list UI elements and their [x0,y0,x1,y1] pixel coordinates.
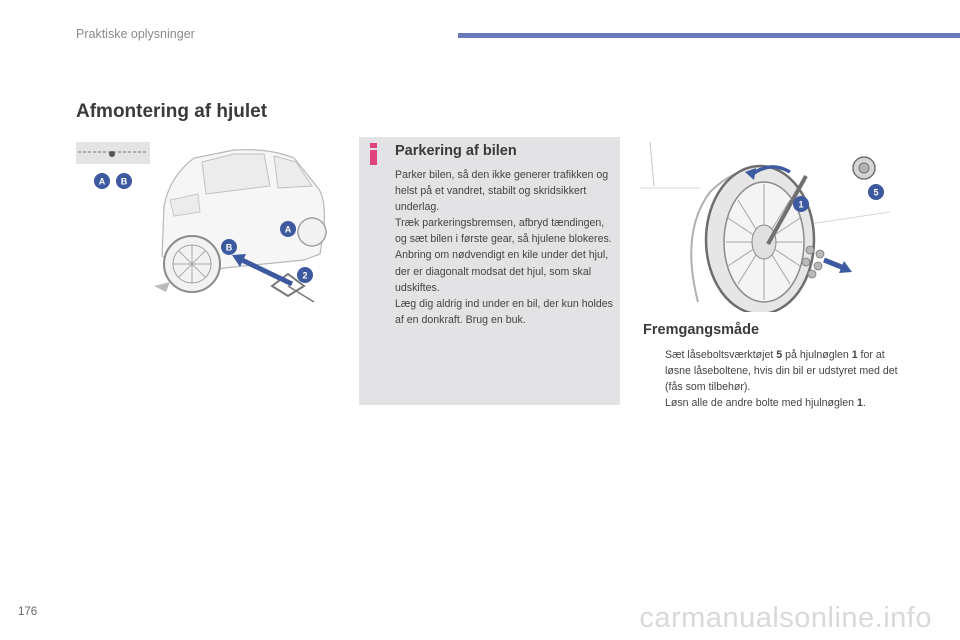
page-title: Afmontering af hjulet [76,101,268,122]
procedure-list [643,347,905,411]
watermark: carmanualsonline.info [639,602,932,634]
header-accent-bar [458,33,960,38]
label-a-inset: A [98,176,106,187]
info-icon [367,143,381,165]
label-a: A [284,224,292,235]
page-number: 176 [18,606,38,618]
label-5: 5 [873,187,879,198]
info-paragraph: Parker bilen, så den ikke generer trafikken og helst på et vandret, stabilt og skridsikkert underlag. [395,169,609,214]
list-item: Sæt låseboltsværktøjet 5 på hjulnøglen 1 for at løsne låseboltene, hvis din bil er udstyret med det (fås som tilbehør). [665,349,898,394]
label-2: 2 [302,270,308,281]
info-box-title: Parkering af bilen [395,143,517,159]
wheel-bolt-illustration [640,132,898,312]
procedure-title: Fremgangsmåde [643,322,760,338]
info-paragraph: Træk parkeringsbremsen, afbryd tændingen, og sæt bilen i første gear, så hjulene blokeres. [395,217,612,246]
info-paragraph: Læg dig aldrig ind under en bil, der kun holdes af en donkraft. Brug en buk. [395,297,613,326]
label-b-inset: B [120,176,128,187]
car-jack-illustration [74,136,336,316]
label-b: B [225,242,233,253]
info-box-text [395,167,613,328]
section-label: Praktiske oplysninger [76,27,195,41]
label-1: 1 [798,199,804,210]
info-paragraph: Anbring om nødvendigt en kile under det hjul, der er diagonalt modsat det hjul, som skal udskiftes. [395,249,609,294]
list-item: Løsn alle de andre bolte med hjulnøglen 1. [665,397,866,410]
